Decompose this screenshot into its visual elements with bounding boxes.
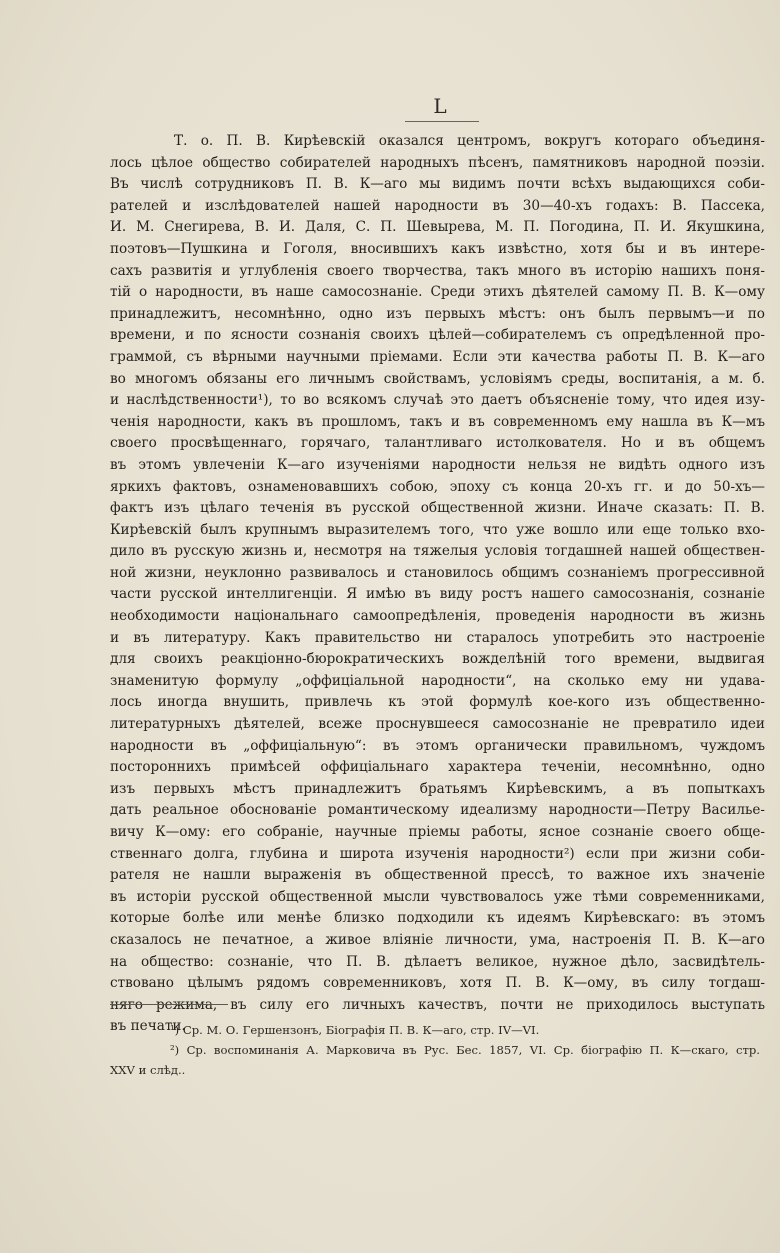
body-text	[110, 131, 765, 1038]
footnote-line: ²) Ср. воспоминанія А. Марковича въ Рус. Бес. 1857, VI. Ср. біографію П. К—скаго, стр.	[170, 1043, 760, 1057]
text-line: Кирѣевскій былъ крупнымъ выразителемъ того, что уже вошло или еще только вхо-	[110, 521, 765, 538]
text-line: и въ литературу. Какъ правительство ни старалось употребить это настроеніе	[110, 629, 765, 646]
text-line: вичу К—ому: его собраніе, научные пріемы работы, ясное сознаніе своего обще-	[110, 824, 765, 840]
text-line: въ этомъ увлеченіи К—аго изученіями народности нельзя не видѣть одного изъ	[110, 456, 765, 473]
text-line: на общество: сознаніе, что П. В. дѣлаетъ великое, нужное дѣло, засвидѣтель-	[110, 953, 765, 970]
text-line: и наслѣдственности¹), то во всякомъ случаѣ это даетъ объясненіе тому, что идея изу-	[110, 392, 765, 409]
footnote-line: XXV и слѣд..	[110, 1063, 186, 1077]
text-line: знаменитую формулу „оффиціальной народности“, на сколько ему ни удава-	[110, 672, 765, 689]
text-line: поэтовъ—Пушкина и Гоголя, вносившихъ какъ извѣстно, хотя бы и въ интере-	[110, 240, 765, 257]
text-line: сказалось не печатное, а живое вліяніе личности, ума, настроенія П. В. К—аго	[110, 931, 765, 948]
text-line: граммой, съ вѣрными научными пріемами. Если эти качества работы П. В. К—аго	[110, 348, 765, 365]
text-line: лось иногда внушить, привлечь къ этой формулѣ кое-кого изъ общественно-	[110, 694, 765, 711]
text-line: рателей и изслѣдователей нашей народности въ 30—40-хъ годахъ: В. Пассека,	[110, 197, 765, 214]
text-line: рателя не нашли выраженія въ общественной прессѣ, то важное ихъ значеніе	[110, 867, 765, 884]
text-line: Въ числѣ сотрудниковъ П. В. К—аго мы видимъ почти всѣхъ выдающихся соби-	[110, 176, 765, 193]
text-line: ченія народности, какъ въ прошломъ, такъ и въ современномъ ему нашла въ К—мъ	[110, 413, 765, 430]
text-line: необходимости національнаго самоопредѣленія, проведенія народности въ жизнь	[110, 608, 765, 625]
text-line: литературныхъ дѣятелей, всеже проснувшееся самосознаніе не превратило идеи	[110, 716, 765, 733]
text-line: дило въ русскую жизнь и, несмотря на тяжелыя условія тогдашней нашей обществен-	[110, 543, 765, 560]
text-line: ственнаго долга, глубина и широта изученія народности²) если при жизни соби-	[110, 845, 765, 862]
footnotes	[110, 1020, 760, 1080]
text-line: принадлежитъ, несомнѣнно, одно изъ первыхъ мѣстъ: онъ былъ первымъ—и по	[110, 305, 765, 322]
page-number: L	[433, 94, 447, 118]
text-line: которые болѣе или менѣе близко подходили къ идеямъ Кирѣевскаго: въ этомъ	[110, 910, 765, 927]
text-line: лось цѣлое общество собирателей народныхъ пѣсенъ, памятниковъ народной поэзіи.	[110, 154, 765, 171]
text-line: фактъ изъ цѣлаго теченія въ русской общественной жизни. Иначе сказать: П. В.	[110, 500, 765, 517]
text-line: во многомъ обязаны его личнымъ свойствамъ, условіямъ среды, воспитанія, а м. б.	[110, 370, 765, 387]
text-line: времени, и по ясности сознанія своихъ цѣлей—собирателемъ съ опредѣленной про-	[110, 327, 765, 344]
text-line: для своихъ реакціонно-бюрократическихъ вожделѣній того времени, выдвигая	[110, 651, 765, 668]
text-line: Т. о. П. В. Кирѣевскій оказался центромъ, вокругъ котораго объединя-	[174, 133, 765, 149]
text-line: части русской интеллигенціи. Я имѣю въ виду ростъ нашего самосознанія, сознаніе	[110, 586, 765, 603]
text-line: яркихъ фактовъ, ознаменовавшихъ собою, эпоху съ конца 20-хъ гг. и до 50-хъ—	[110, 478, 765, 495]
footnote-line: ¹) Ср. М. О. Гершензонъ, Біографія П. В. К—аго, стр. IV—VI.	[170, 1023, 540, 1037]
text-line: И. М. Снегирева, В. И. Даля, С. П. Шевырева, М. П. Погодина, П. И. Якушкина,	[110, 219, 765, 236]
text-line: ной жизни, неуклонно развивалось и становилось общимъ сознаніемъ прогрессивной	[110, 564, 765, 581]
text-line: своего просвѣщеннаго, горячаго, талантливаго истолкователя. Но и въ общемъ	[110, 435, 765, 452]
text-line: ствовано цѣлымъ рядомъ современниковъ, хотя П. В. К—ому, въ силу тогдаш-	[110, 975, 765, 992]
text-line: изъ первыхъ мѣстъ принадлежитъ братьямъ Кирѣевскимъ, а въ попыткахъ	[110, 780, 765, 797]
text-line: постороннихъ примѣсей оффиціальнаго характера теченіи, несомнѣнно, одно	[110, 759, 765, 776]
text-line: въ печати.	[110, 1018, 186, 1035]
footnote-separator	[110, 1004, 228, 1005]
text-line: тій о народности, въ наше самосознаніе. Среди этихъ дѣятелей самому П. В. К—ому	[110, 284, 765, 301]
text-line: въ исторіи русской общественной мысли чувствовалось уже тѣми современниками,	[110, 888, 765, 905]
text-line: няго режима, въ силу его личныхъ качествъ, почти не приходилось выступать	[110, 996, 765, 1013]
page-number-underline	[405, 121, 479, 122]
text-line: сахъ развитія и углубленія своего творчества, такъ много въ исторію нашихъ поня-	[110, 262, 765, 279]
text-line: дать реальное обоснованіе романтическому идеализму народности—Петру Василье-	[110, 802, 765, 819]
text-line: народности въ „оффиціальную“: въ этомъ органически правильномъ, чуждомъ	[110, 737, 765, 754]
